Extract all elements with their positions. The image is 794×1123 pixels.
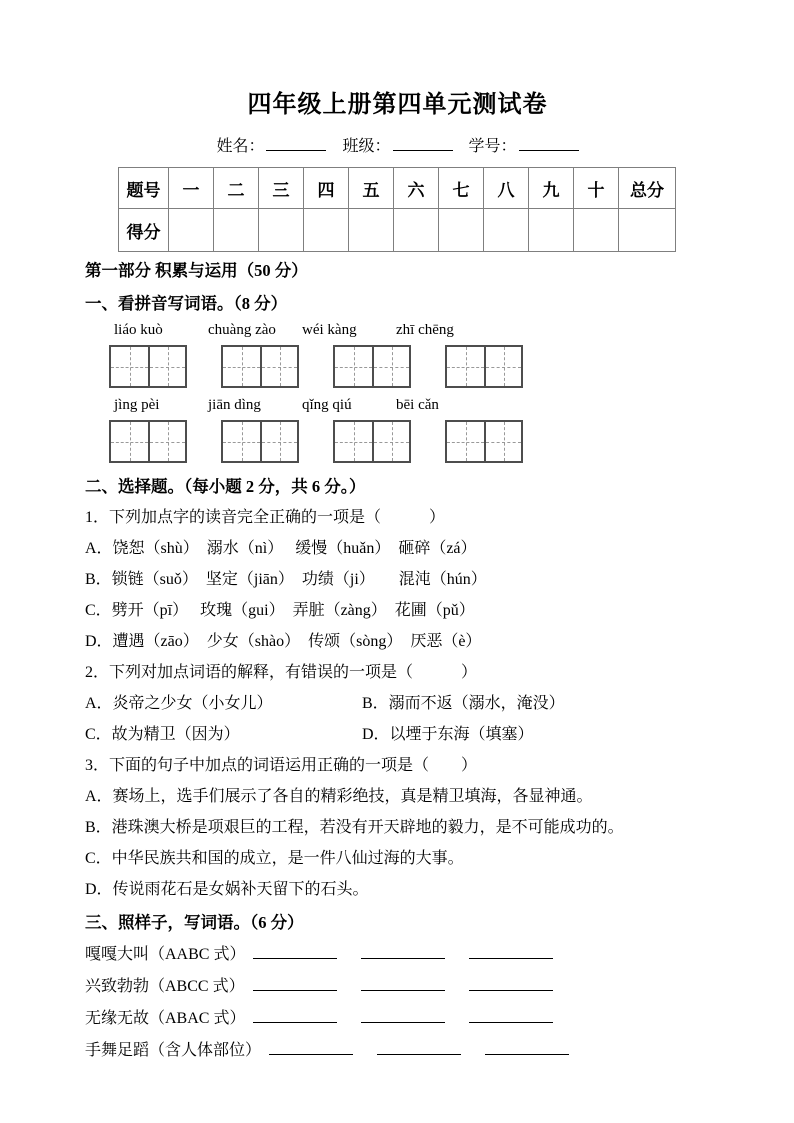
score-table-header-cell: 四 bbox=[304, 168, 349, 209]
word-pattern-line bbox=[85, 977, 710, 996]
tianzige-box bbox=[109, 420, 187, 463]
question-2-option-row bbox=[85, 695, 710, 713]
question-1-option-b: B．锁链（suǒ） 坚定（jiān） 功绩（ji） 混沌（hún） bbox=[85, 571, 487, 588]
score-cell-empty bbox=[349, 209, 394, 252]
question-3-option-b: B．港珠澳大桥是项艰巨的工程，若没有开天辟地的毅力，是不可能成功的。 bbox=[85, 819, 624, 836]
tianzige-box bbox=[333, 345, 411, 388]
word-pattern-label: 无缘无故（ABAC 式） bbox=[85, 1010, 246, 1027]
name-label: 姓名： bbox=[216, 138, 265, 155]
question-2-option-c: C．故为精卫（因为） bbox=[85, 726, 240, 743]
score-table-header-cell: 二 bbox=[214, 168, 259, 209]
word-pattern-label: 嘎嘎大叫（AABC 式） bbox=[85, 946, 246, 963]
answer-blank bbox=[253, 945, 337, 959]
tianzige-cell bbox=[111, 347, 148, 386]
answer-blank bbox=[361, 1009, 445, 1023]
question-2-option-row bbox=[85, 726, 710, 744]
question-1-option-c: C．劈开（pī） 玫瑰（gui） 弄脏（zàng） 花圃（pǔ） bbox=[85, 602, 475, 619]
question-2-option-d: D．以堙于东海（填塞） bbox=[362, 726, 534, 743]
class-label: 班级： bbox=[342, 138, 391, 155]
tianzige-box bbox=[445, 345, 523, 388]
tianzige-cell bbox=[335, 347, 372, 386]
word-pattern-line bbox=[85, 1041, 710, 1060]
tianzige-box bbox=[221, 345, 299, 388]
class-blank bbox=[393, 136, 453, 151]
score-table-score-row bbox=[119, 209, 676, 252]
score-table-header-cell: 五 bbox=[349, 168, 394, 209]
name-blank bbox=[266, 136, 326, 151]
paper-title: 四年级上册第四单元测试卷 bbox=[247, 92, 548, 118]
answer-blank bbox=[253, 1009, 337, 1023]
word-pattern-label: 手舞足蹈（含人体部位） bbox=[85, 1042, 262, 1059]
score-table bbox=[118, 167, 676, 252]
score-cell-empty bbox=[394, 209, 439, 252]
score-cell-empty bbox=[574, 209, 619, 252]
question-2-stem: 2．下列对加点词语的解释，有错误的一项是（ ） bbox=[85, 664, 478, 681]
pinyin-label: wéi kàng bbox=[302, 322, 357, 338]
pinyin-label-row-2 bbox=[114, 397, 710, 415]
answer-blank bbox=[361, 945, 445, 959]
tianzige-cell bbox=[372, 422, 409, 461]
score-table-header-cell: 题号 bbox=[119, 168, 169, 209]
writing-grid-row-2 bbox=[109, 420, 710, 463]
student-id-blank bbox=[519, 136, 579, 151]
score-table-header-cell: 一 bbox=[169, 168, 214, 209]
section2-heading: 二、选择题。（每小题 2 分，共 6 分。） bbox=[85, 477, 366, 496]
tianzige-cell bbox=[484, 347, 521, 386]
score-cell-empty bbox=[214, 209, 259, 252]
answer-blank bbox=[253, 977, 337, 991]
pinyin-label: jiān dìng bbox=[208, 397, 261, 413]
tianzige-cell bbox=[447, 347, 484, 386]
pinyin-label: jìng pèi bbox=[114, 397, 160, 413]
score-table-header-cell: 六 bbox=[394, 168, 439, 209]
pinyin-label: liáo kuò bbox=[114, 322, 163, 338]
answer-blank bbox=[469, 1009, 553, 1023]
answer-blank bbox=[269, 1041, 353, 1055]
student-info-line bbox=[85, 133, 710, 155]
score-cell-empty bbox=[529, 209, 574, 252]
tianzige-cell bbox=[260, 347, 297, 386]
score-cell-empty bbox=[304, 209, 349, 252]
score-table-header-cell: 三 bbox=[259, 168, 304, 209]
question-3-option-d: D．传说雨花石是女娲补天留下的石头。 bbox=[85, 881, 369, 898]
score-table-header-cell: 九 bbox=[529, 168, 574, 209]
score-cell-empty bbox=[619, 209, 676, 252]
tianzige-cell bbox=[447, 422, 484, 461]
tianzige-cell bbox=[372, 347, 409, 386]
pinyin-label: chuàng zào bbox=[208, 322, 276, 338]
answer-blank bbox=[485, 1041, 569, 1055]
score-table-header-cell: 八 bbox=[484, 168, 529, 209]
question-3-option-a: A．赛场上，选手们展示了各自的精彩绝技，真是精卫填海，各显神通。 bbox=[85, 788, 593, 805]
score-cell-empty bbox=[169, 209, 214, 252]
score-cell-empty bbox=[259, 209, 304, 252]
answer-blank bbox=[377, 1041, 461, 1055]
score-table-header-cell: 总分 bbox=[619, 168, 676, 209]
pinyin-label: qǐng qiú bbox=[302, 397, 352, 413]
pinyin-label: zhī chēng bbox=[396, 322, 454, 338]
word-pattern-label: 兴致勃勃（ABCC 式） bbox=[85, 978, 245, 995]
tianzige-cell bbox=[111, 422, 148, 461]
answer-blank bbox=[361, 977, 445, 991]
part1-heading: 第一部分 积累与运用（50 分） bbox=[85, 261, 308, 280]
question-1-stem: 1．下列加点字的读音完全正确的一项是（ ） bbox=[85, 509, 446, 526]
tianzige-cell bbox=[335, 422, 372, 461]
pinyin-label: bēi cǎn bbox=[396, 397, 439, 413]
score-row-label: 得分 bbox=[119, 209, 169, 252]
pinyin-label-row-1 bbox=[114, 322, 710, 340]
tianzige-box bbox=[109, 345, 187, 388]
question-3-stem: 3．下面的句子中加点的词语运用正确的一项是（ ） bbox=[85, 757, 478, 774]
score-table-header-cell: 七 bbox=[439, 168, 484, 209]
question-1-option-d: D．遭遇（zāo） 少女（shào） 传颂（sòng） 厌恶（è） bbox=[85, 633, 482, 650]
word-pattern-line bbox=[85, 1009, 710, 1028]
student-id-label: 学号： bbox=[468, 138, 517, 155]
tianzige-cell bbox=[223, 422, 260, 461]
question-1-option-a: A．饶恕（shù） 溺水（nì） 缓慢（huǎn） 砸碎（zá） bbox=[85, 540, 477, 557]
question-2-option-b: B．溺而不返（溺水，淹没） bbox=[362, 695, 565, 712]
section3-heading: 三、照样子，写词语。（6 分） bbox=[85, 913, 304, 932]
writing-grid-row-1 bbox=[109, 345, 710, 388]
tianzige-cell bbox=[148, 422, 185, 461]
score-table-header-cell: 十 bbox=[574, 168, 619, 209]
tianzige-cell bbox=[223, 347, 260, 386]
score-cell-empty bbox=[484, 209, 529, 252]
tianzige-box bbox=[333, 420, 411, 463]
score-table-header-row bbox=[119, 168, 676, 209]
score-cell-empty bbox=[439, 209, 484, 252]
tianzige-box bbox=[221, 420, 299, 463]
word-pattern-line bbox=[85, 945, 710, 964]
answer-blank bbox=[469, 945, 553, 959]
question-2-option-a: A．炎帝之少女（小女儿） bbox=[85, 695, 273, 712]
tianzige-box bbox=[445, 420, 523, 463]
tianzige-cell bbox=[148, 347, 185, 386]
tianzige-cell bbox=[484, 422, 521, 461]
section1-heading: 一、看拼音写词语。（8 分） bbox=[85, 294, 288, 313]
tianzige-cell bbox=[260, 422, 297, 461]
question-3-option-c: C．中华民族共和国的成立，是一件八仙过海的大事。 bbox=[85, 850, 464, 867]
answer-blank bbox=[469, 977, 553, 991]
